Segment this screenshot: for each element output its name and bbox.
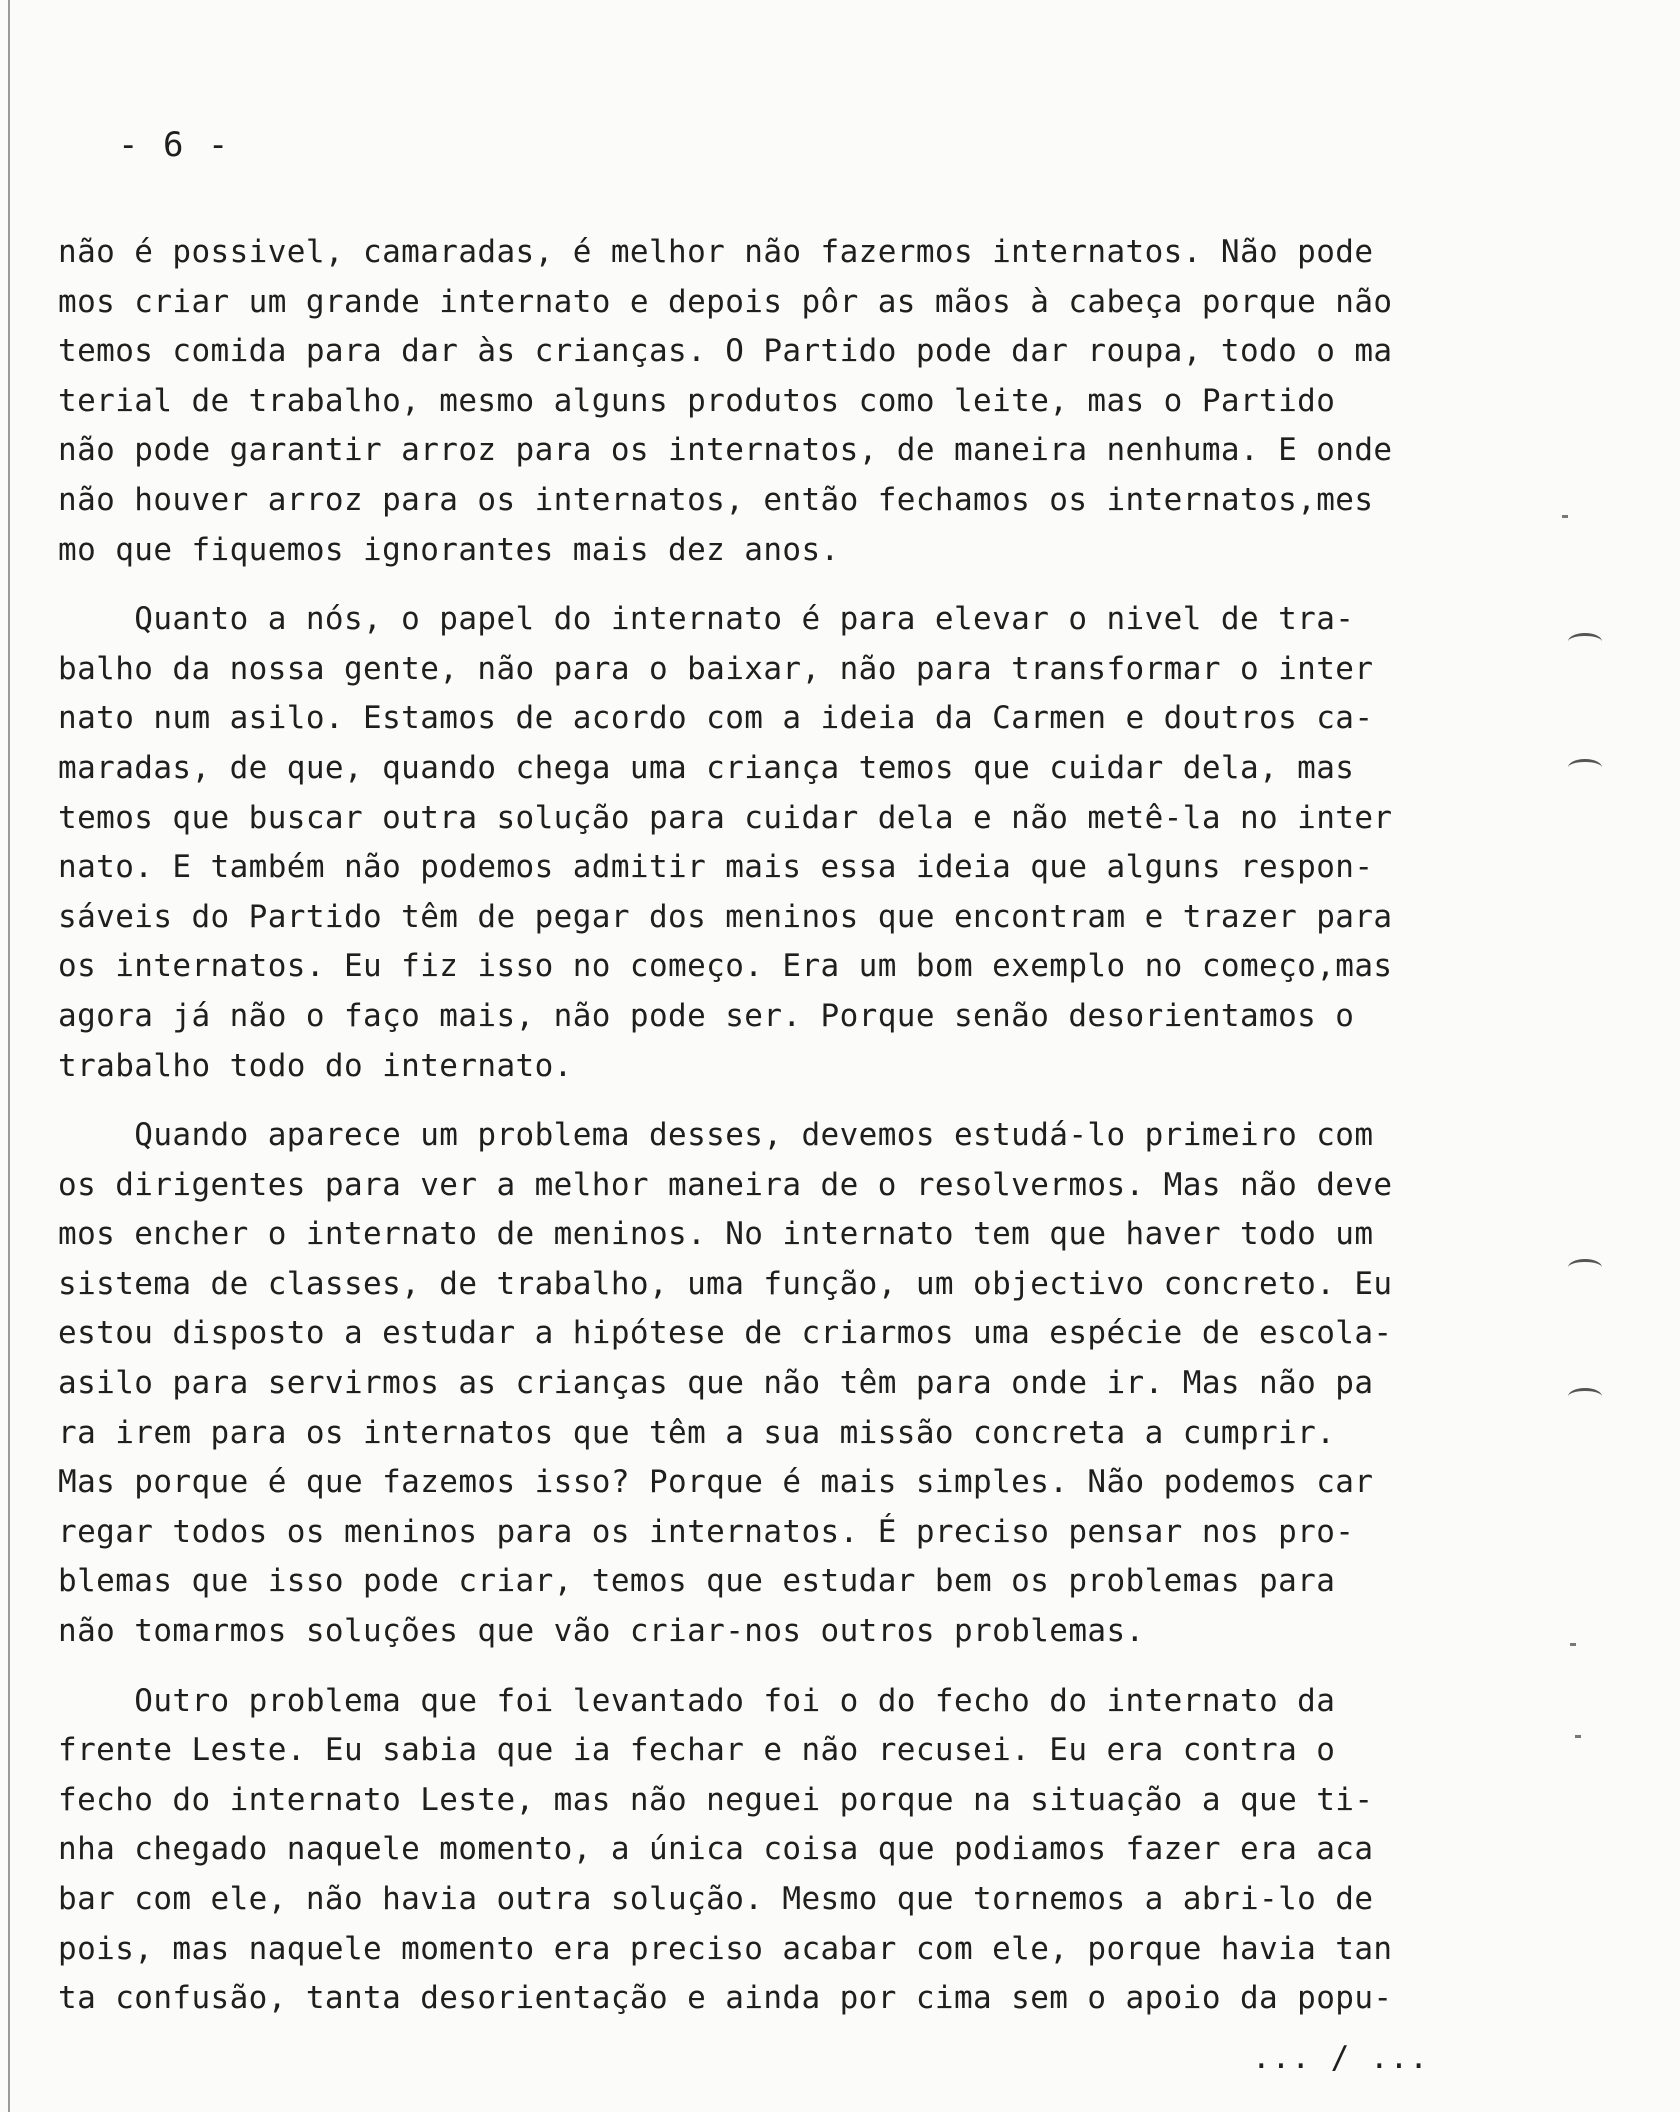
page-number: - 6 - [118,125,231,165]
text-line: os dirigentes para ver a melhor maneira de o resolvermos. Mas não deve [58,1166,1393,1203]
text-line: trabalho todo do internato. [58,1047,573,1084]
text-line: nha chegado naquele momento, a única coisa que podiamos fazer era aca [58,1831,1374,1868]
document-body [58,228,1498,2044]
text-line: não é possivel, camaradas, é melhor não fazermos internatos. Não pode [58,234,1374,270]
text-line: temos comida para dar às crianças. O Partido pode dar roupa, todo o ma [58,333,1393,370]
paragraph [58,595,1498,1091]
text-line: mo que fiquemos ignorantes mais dez anos. [58,531,840,568]
text-line: mos encher o internato de meninos. No internato tem que haver todo um [58,1216,1374,1253]
paragraph [58,1111,1498,1657]
text-line: pois, mas naquele momento era preciso acabar com ele, porque havia tan [58,1930,1393,1967]
text-line: os internatos. Eu fiz isso no começo. Era um bom exemplo no começo,mas [58,948,1393,985]
text-line: nato. E também não podemos admitir mais essa ideia que alguns respon- [58,849,1374,886]
text-line: não pode garantir arroz para os internatos, de maneira nenhuma. E onde [58,432,1393,469]
margin-mark [1568,1388,1602,1405]
margin-mark [1568,759,1602,776]
continuation-mark: ... / ... [1252,2040,1429,2076]
text-line: Outro problema que foi levantado foi o do fecho do internato da [58,1682,1336,1719]
text-line: fecho do internato Leste, mas não neguei porque na situação a que ti- [58,1781,1374,1818]
text-line: bar com ele, não havia outra solução. Mesmo que tornemos a abri-lo de [58,1881,1374,1917]
text-line: não houver arroz para os internatos, então fechamos os internatos,mes [58,481,1374,518]
text-line: ta confusão, tanta desorientação e ainda por cima sem o apoio da popu- [58,1980,1393,2017]
text-line: maradas, de que, quando chega uma criança temos que cuidar dela, mas [58,749,1355,786]
margin-dot [1562,515,1568,518]
margin-dot [1575,1735,1581,1738]
margin-mark [1568,633,1602,650]
paragraph [58,1677,1498,2024]
text-line: balho da nossa gente, não para o baixar, não para transformar o inter [58,650,1374,687]
text-line: agora já não o faço mais, não pode ser. Porque senão desorientamos o [58,997,1355,1034]
text-line: sáveis do Partido têm de pegar dos meninos que encontram e trazer para [58,898,1393,935]
text-line: Mas porque é que fazemos isso? Porque é mais simples. Não podemos car [58,1464,1374,1501]
text-line: Quando aparece um problema desses, devemos estudá-lo primeiro com [58,1117,1374,1154]
text-line: nato num asilo. Estamos de acordo com a ideia da Carmen e doutros ca- [58,700,1374,737]
text-line: sistema de classes, de trabalho, uma função, um objectivo concreto. Eu [58,1265,1393,1302]
text-line: frente Leste. Eu sabia que ia fechar e não recusei. Eu era contra o [58,1732,1336,1769]
text-line: blemas que isso pode criar, temos que estudar bem os problemas para [58,1563,1336,1600]
margin-dot [1570,1643,1576,1646]
text-line: regar todos os meninos para os internatos. É preciso pensar nos pro- [58,1513,1355,1550]
text-line: ra irem para os internatos que têm a sua missão concreta a cumprir. [58,1414,1336,1451]
text-line: não tomarmos soluções que vão criar-nos outros problemas. [58,1613,1145,1650]
text-line: asilo para servirmos as crianças que não têm para onde ir. Mas não pa [58,1365,1374,1402]
page-edge-line [8,0,10,2112]
text-line: Quanto a nós, o papel do internato é para elevar o nivel de tra- [58,601,1355,638]
text-line: mos criar um grande internato e depois pôr as mãos à cabeça porque não [58,283,1393,320]
paragraph [58,228,1498,575]
text-line: temos que buscar outra solução para cuidar dela e não metê-la no inter [58,799,1393,836]
text-line: estou disposto a estudar a hipótese de criarmos uma espécie de escola- [58,1315,1393,1352]
text-line: terial de trabalho, mesmo alguns produtos como leite, mas o Partido [58,382,1336,419]
margin-mark [1568,1259,1602,1276]
